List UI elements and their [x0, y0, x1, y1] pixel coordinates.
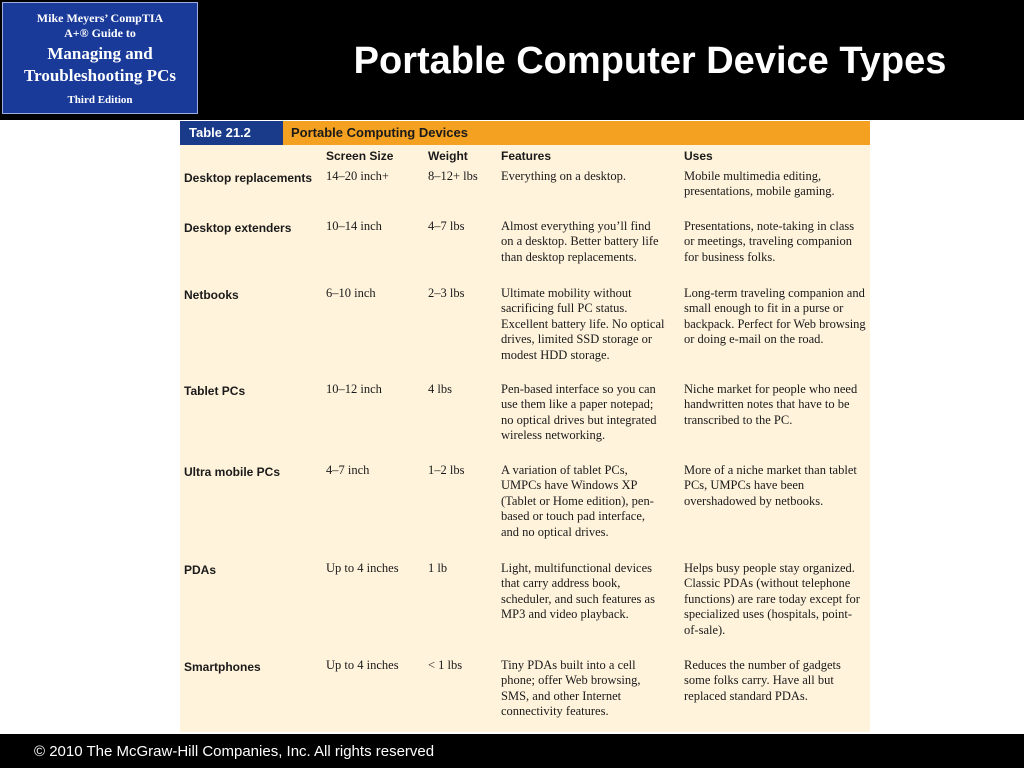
row-uses: Reduces the number of gadgets some folks carry. Have all but replaced standard PDAs.: [684, 658, 841, 703]
column-header-weight: Weight: [428, 149, 468, 163]
row-weight: 4 lbs: [428, 382, 452, 396]
row-uses: Long-term traveling companion and small enough to fit in a purse or backpack. Perfect for Web browsing or doing e-mail on the road.: [684, 286, 866, 347]
column-header-screen-size: Screen Size: [326, 149, 394, 163]
book-guide-line: A+® Guide to: [64, 26, 136, 40]
row-features: A variation of tablet PCs, UMPCs have Windows XP (Tablet or Home edition), pen-based or touch pad interface, and no optical drives.: [501, 463, 654, 539]
row-device-name: Smartphones: [184, 660, 261, 674]
row-weight: 1 lb: [428, 561, 448, 575]
row-features: Light, multifunctional devices that carry address book, scheduler, and such features as MP3 and video playback.: [501, 561, 655, 622]
row-device-name: Desktop replacements: [184, 171, 313, 185]
row-uses: Niche market for people who need handwritten notes that have to be transcribed to the PC.: [684, 382, 858, 427]
slide-footer: [0, 734, 1024, 768]
row-device-name: Netbooks: [184, 288, 239, 302]
row-screen-size: 10–14 inch: [326, 219, 382, 233]
row-weight: < 1 lbs: [428, 658, 463, 672]
column-header-features: Features: [501, 149, 552, 163]
slide-title: Portable Computer Device Types: [353, 40, 947, 82]
row-features: Pen-based interface so you can use them like a paper notepad; no optical drives but integrated wireless networking.: [501, 382, 657, 443]
row-features: Tiny PDAs built into a cell phone; offer Web browsing, SMS, and other Internet connectivity features.: [501, 658, 641, 719]
device-types-table: [180, 121, 870, 732]
column-header-uses: Uses: [684, 149, 713, 163]
row-features: Ultimate mobility without sacrificing full PC status. Excellent battery life. No optical drives, limited SSD storage or modest HDD storage.: [501, 286, 665, 362]
row-screen-size: 10–12 inch: [326, 382, 382, 396]
row-uses: More of a niche market than tablet PCs, UMPCs have been overshadowed by netbooks.: [684, 463, 857, 508]
row-uses: Presentations, note-taking in class or meetings, traveling companion for business folks.: [684, 219, 855, 264]
row-device-name: Ultra mobile PCs: [184, 465, 281, 479]
row-weight: 4–7 lbs: [428, 219, 465, 233]
book-author-line: Mike Meyers’ CompTIA: [36, 11, 164, 25]
row-screen-size: 6–10 inch: [326, 286, 376, 300]
row-weight: 8–12+ lbs: [428, 169, 478, 183]
row-features: Everything on a desktop.: [501, 169, 626, 183]
book-title-line-1: Managing and: [47, 44, 153, 63]
row-uses: Helps busy people stay organized. Classic PDAs (without telephone functions) are rare today except for specialized uses (hospitals, point-of-sale).: [684, 561, 860, 637]
copyright-notice: © 2010 The McGraw-Hill Companies, Inc. All rights reserved: [34, 743, 435, 760]
row-features: Almost everything you’ll find on a desktop. Better battery life than desktop replacements.: [501, 219, 659, 264]
row-screen-size: Up to 4 inches: [326, 658, 399, 672]
row-weight: 1–2 lbs: [428, 463, 465, 477]
table-caption: Portable Computing Devices: [283, 121, 870, 145]
row-screen-size: 14–20 inch+: [326, 169, 389, 183]
row-screen-size: 4–7 inch: [326, 463, 370, 477]
row-uses: Mobile multimedia editing, presentations, mobile gaming.: [684, 169, 835, 199]
book-title-line-2: Troubleshooting PCs: [24, 66, 176, 85]
row-device-name: Desktop extenders: [184, 221, 292, 235]
row-device-name: PDAs: [184, 563, 217, 577]
book-cover-badge: [2, 2, 198, 114]
row-weight: 2–3 lbs: [428, 286, 465, 300]
book-edition: Third Edition: [67, 94, 133, 106]
row-device-name: Tablet PCs: [184, 384, 246, 398]
slide-header: [0, 0, 1024, 120]
table-number: Table 21.2: [180, 121, 283, 145]
row-screen-size: Up to 4 inches: [326, 561, 399, 575]
